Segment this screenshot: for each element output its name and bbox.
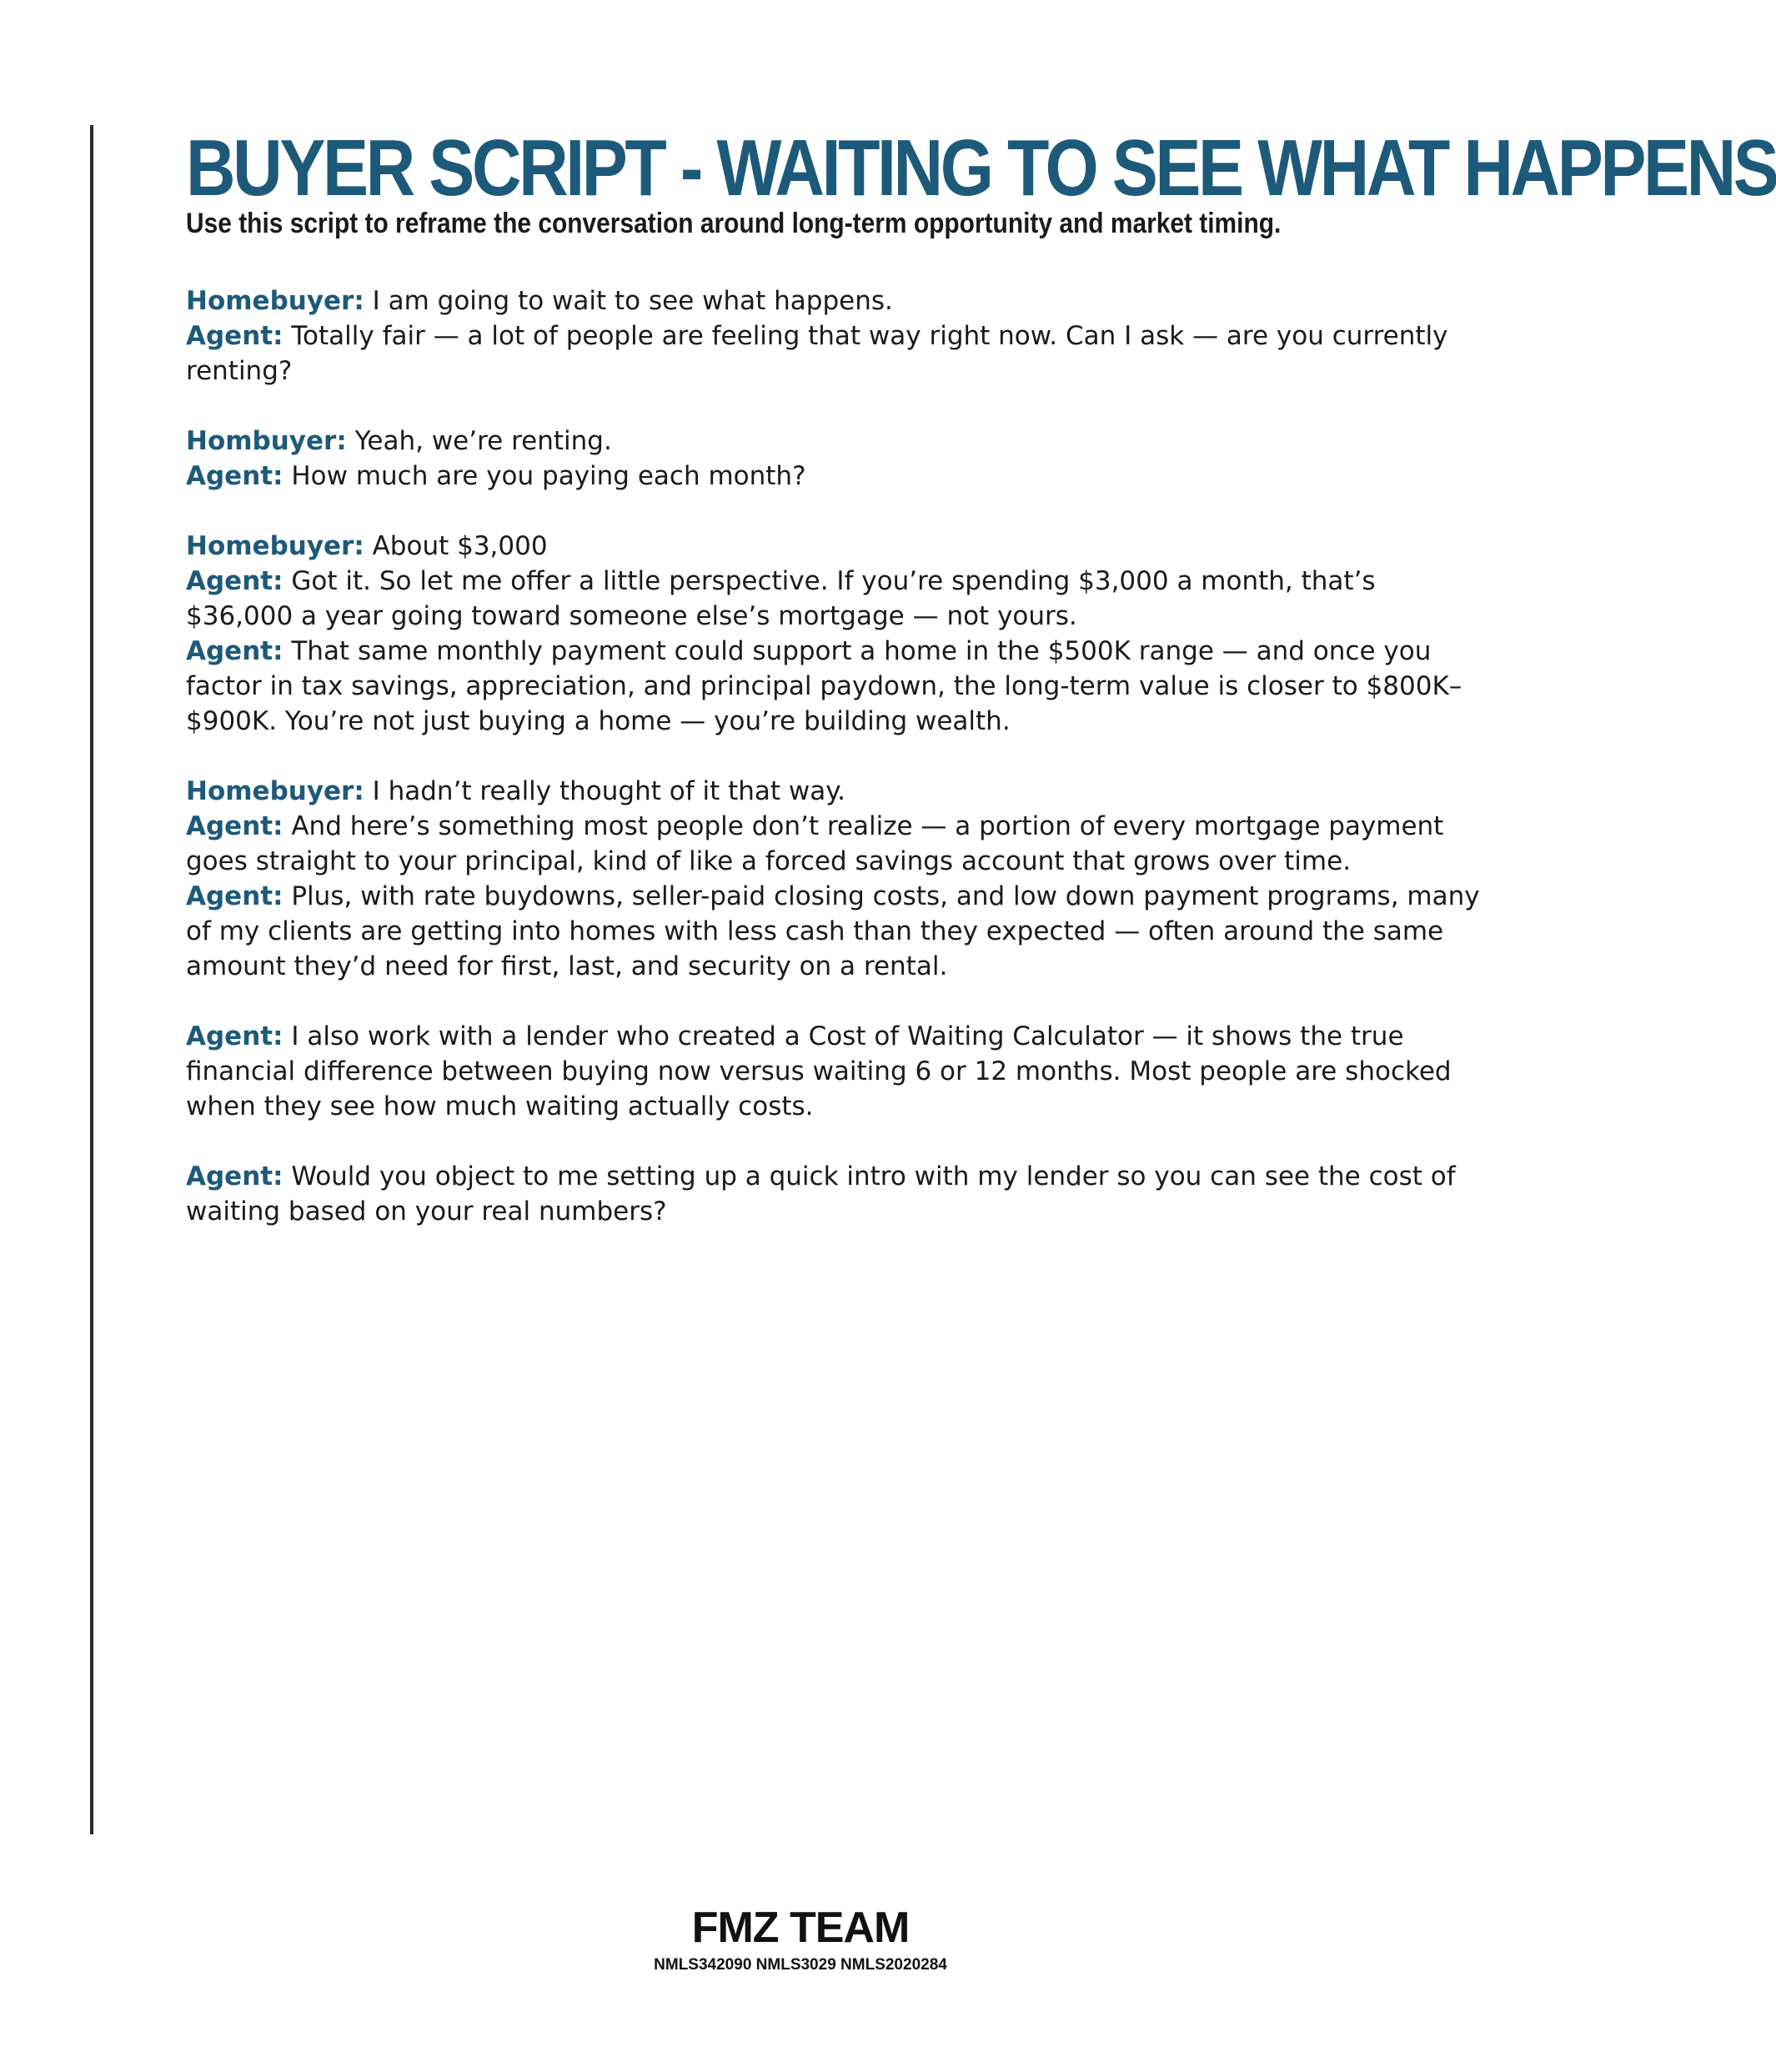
- line-text: How much are you paying each month?: [283, 461, 806, 491]
- speaker-label: Agent:: [186, 566, 283, 596]
- dialogue-line: [186, 879, 1487, 984]
- speaker-label: Homebuyer:: [186, 776, 364, 806]
- dialogue-line: [186, 424, 1487, 459]
- line-text: That same monthly payment could support a home in the $500K range — and once you factor in tax savings, appreciation, and principal paydown, the long-term value is closer to $800K–$900K. You’re not just buying a home — you’re building wealth.: [186, 636, 1462, 736]
- line-text: I am going to wait to see what happens.: [364, 286, 893, 316]
- line-text: Would you object to me setting up a quick intro with my lender so you can see the cost of waiting based on your real numbers?: [186, 1161, 1456, 1227]
- line-text: Got it. So let me offer a little perspective. If you’re spending $3,000 a month, that’s $36,000 a year going toward someone else’s mortgage — not yours.: [186, 566, 1376, 631]
- speaker-label: Agent:: [186, 321, 283, 351]
- document-body: [186, 123, 1776, 1264]
- speaker-label: Agent:: [186, 811, 283, 841]
- dialogue-block: [186, 424, 1487, 494]
- speaker-label: Agent:: [186, 461, 283, 491]
- page-title: BUYER SCRIPT - WAITING TO SEE WHAT HAPPENS: [186, 123, 1776, 213]
- speaker-label: Hombuyer:: [186, 426, 347, 456]
- script-dialogue: [186, 283, 1487, 1229]
- line-text: I also work with a lender who created a Cost of Waiting Calculator — it shows the true financial difference between buying now versus waiting 6 or 12 months. Most people are shocked when they see how much waiting actually costs.: [186, 1021, 1452, 1121]
- dialogue-block: [186, 529, 1487, 739]
- footer: [0, 1903, 1601, 1976]
- line-text: And here’s something most people don’t realize — a portion of every mortgage payment goes straight to your principal, kind of like a forced savings account that grows over time.: [186, 811, 1444, 876]
- line-text: About $3,000: [364, 531, 548, 561]
- dialogue-line: [186, 283, 1487, 319]
- dialogue-line: [186, 774, 1487, 809]
- dialogue-line: [186, 1159, 1487, 1229]
- dialogue-line: [186, 459, 1487, 494]
- speaker-label: Homebuyer:: [186, 531, 364, 561]
- dialogue-block: [186, 1019, 1487, 1124]
- dialogue-line: [186, 564, 1487, 634]
- dialogue-line: [186, 1019, 1487, 1124]
- line-text: Totally fair — a lot of people are feeling that way right now. Can I ask — are you currently renting?: [186, 321, 1448, 386]
- speaker-label: Agent:: [186, 1161, 283, 1192]
- dialogue-block: [186, 774, 1487, 984]
- nmls-numbers: NMLS342090 NMLS3029 NMLS2020284: [654, 1956, 947, 1974]
- dialogue-block: [186, 1159, 1487, 1229]
- dialogue-line: [186, 319, 1487, 389]
- speaker-label: Agent:: [186, 1021, 283, 1051]
- dialogue-line: [186, 809, 1487, 879]
- line-text: Plus, with rate buydowns, seller-paid closing costs, and low down payment programs, many of my clients are getting into homes with less cash than they expected — often around the same amount they’d need for first, last, and security on a rental.: [186, 881, 1480, 981]
- speaker-label: Agent:: [186, 636, 283, 666]
- speaker-label: Agent:: [186, 881, 283, 911]
- speaker-label: Homebuyer:: [186, 286, 364, 316]
- dialogue-line: [186, 634, 1487, 739]
- left-margin-rule: [90, 125, 93, 1834]
- brand-name: FMZ TEAM: [691, 1904, 910, 1952]
- dialogue-block: [186, 283, 1487, 389]
- page-subtitle: Use this script to reframe the conversation around long-term opportunity and market timing.: [186, 208, 1282, 239]
- line-text: Yeah, we’re renting.: [346, 426, 612, 456]
- line-text: I hadn’t really thought of it that way.: [364, 776, 846, 806]
- dialogue-line: [186, 529, 1487, 564]
